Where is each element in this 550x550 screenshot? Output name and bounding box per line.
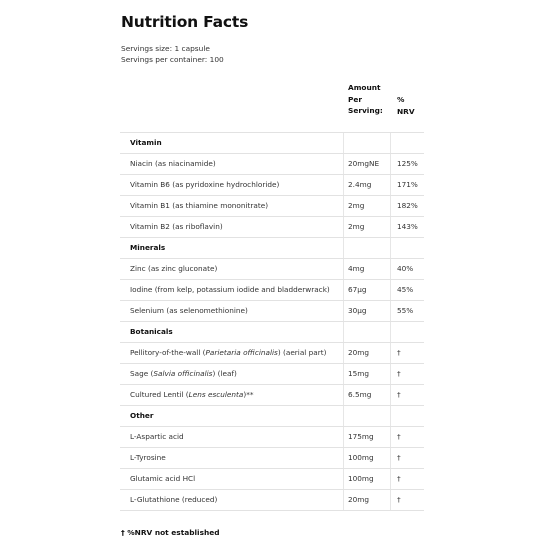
nutrient-name: Zinc (as zinc gluconate) — [130, 264, 218, 273]
column-divider — [343, 301, 344, 321]
table-row — [120, 426, 424, 447]
latin-name: Lens esculenta — [188, 390, 244, 399]
nrv-value: 45% — [397, 285, 414, 294]
table-row — [120, 363, 424, 384]
column-divider — [390, 406, 391, 426]
nutrient-name: Glutamic acid HCl — [130, 474, 196, 483]
nutrient-name-part: )** — [243, 390, 254, 399]
nrv-value: † — [397, 432, 401, 441]
nutrient-name-part: Cultured Lentil ( — [130, 390, 189, 399]
column-divider — [390, 469, 391, 489]
nrv-header-line: NRV — [397, 106, 415, 116]
column-divider — [390, 385, 391, 405]
column-divider — [390, 133, 391, 153]
section-row — [120, 132, 424, 153]
amount-value: 6.5mg — [348, 390, 372, 399]
column-divider — [343, 364, 344, 384]
table-row — [120, 300, 424, 321]
nutrient-name: Iodine (from kelp, potassium iodide and bladderwrack) — [130, 285, 330, 294]
nutrient-name: L-Tyrosine — [130, 453, 166, 462]
column-divider — [343, 280, 344, 300]
nrv-value: 182% — [397, 201, 418, 210]
column-divider — [390, 364, 391, 384]
nutrient-name-part: ) (aerial part) — [277, 348, 327, 357]
amount-value: 30µg — [348, 306, 367, 315]
nrv-value: 171% — [397, 180, 418, 189]
nrv-value: 125% — [397, 159, 418, 168]
table-row — [120, 258, 424, 279]
column-divider — [390, 259, 391, 279]
table-row — [120, 342, 424, 363]
nutrient-name: Selenium (as selenomethionine) — [130, 306, 248, 315]
nrv-value: † — [397, 474, 401, 483]
amount-value: 20mg — [348, 348, 370, 357]
column-divider — [390, 154, 391, 174]
column-divider — [390, 196, 391, 216]
table-row — [120, 195, 424, 216]
column-divider — [343, 385, 344, 405]
nutrient-name — [130, 343, 326, 363]
column-divider — [343, 196, 344, 216]
amount-value: 100mg — [348, 453, 374, 462]
table-row — [120, 153, 424, 174]
latin-name: Salvia officinalis — [153, 369, 213, 378]
column-divider — [390, 280, 391, 300]
column-divider — [343, 448, 344, 468]
amount-value: 2mg — [348, 201, 365, 210]
section-row — [120, 237, 424, 258]
section-row — [120, 321, 424, 342]
amount-value: 20mgNE — [348, 159, 380, 168]
column-divider — [343, 154, 344, 174]
nrv-value: † — [397, 453, 401, 462]
column-divider — [343, 133, 344, 153]
table-row — [120, 279, 424, 300]
amount-per-serving-header — [348, 82, 383, 117]
nutrient-name: Vitamin B2 (as riboflavin) — [130, 222, 223, 231]
nutrient-name — [130, 364, 237, 384]
footnote: † %NRV not established — [121, 528, 220, 537]
column-divider — [343, 469, 344, 489]
nrv-header — [397, 94, 415, 117]
amount-value: 100mg — [348, 474, 374, 483]
amount-value: 4mg — [348, 264, 365, 273]
section-title: Minerals — [130, 243, 166, 252]
section-row — [120, 405, 424, 426]
servings-per-container: Servings per container: 100 — [121, 55, 224, 64]
nrv-value: 143% — [397, 222, 418, 231]
nutrient-name-part: Sage ( — [130, 369, 154, 378]
amount-value: 2mg — [348, 222, 365, 231]
nutrient-name-part: Pellitory-of-the-wall ( — [130, 348, 206, 357]
nrv-value: † — [397, 495, 401, 504]
column-divider — [390, 217, 391, 237]
column-divider — [343, 175, 344, 195]
servings-size: Servings size: 1 capsule — [121, 44, 210, 53]
amount-header-line: Serving: — [348, 106, 383, 115]
nutrient-name-part: ) (leaf) — [212, 369, 237, 378]
section-title: Botanicals — [130, 327, 173, 336]
page-title: Nutrition Facts — [121, 13, 249, 31]
amount-value: 20mg — [348, 495, 370, 504]
nrv-value: † — [397, 348, 401, 357]
table-row — [120, 489, 424, 510]
column-divider — [343, 427, 344, 447]
table-row — [120, 216, 424, 237]
column-divider — [390, 448, 391, 468]
column-divider — [343, 343, 344, 363]
nutrient-name — [130, 385, 254, 405]
nrv-value: † — [397, 390, 401, 399]
column-divider — [343, 238, 344, 258]
amount-value: 67µg — [348, 285, 367, 294]
column-divider — [343, 259, 344, 279]
column-divider — [343, 322, 344, 342]
column-divider — [343, 406, 344, 426]
section-title: Vitamin — [130, 138, 162, 147]
table-row — [120, 384, 424, 405]
amount-value: 2.4mg — [348, 180, 372, 189]
column-divider — [390, 490, 391, 510]
nrv-value: 55% — [397, 306, 414, 315]
column-divider — [390, 343, 391, 363]
nutrient-name: Vitamin B1 (as thiamine mononitrate) — [130, 201, 269, 210]
nutrient-name: L-Aspartic acid — [130, 432, 184, 441]
nutrient-name: L-Glutathione (reduced) — [130, 495, 218, 504]
column-divider — [390, 322, 391, 342]
nutrient-name: Niacin (as niacinamide) — [130, 159, 216, 168]
amount-header-line: Amount — [348, 83, 381, 92]
table-row — [120, 174, 424, 195]
nutrient-name: Vitamin B6 (as pyridoxine hydrochloride) — [130, 180, 280, 189]
amount-header-line: Per — [348, 94, 363, 104]
column-divider — [343, 217, 344, 237]
column-divider — [390, 301, 391, 321]
column-divider — [390, 238, 391, 258]
latin-name: Parietaria officinalis — [205, 348, 278, 357]
section-title: Other — [130, 411, 154, 420]
column-divider — [390, 427, 391, 447]
table-row — [120, 447, 424, 468]
nrv-value: † — [397, 369, 401, 378]
nrv-header-line: % — [397, 95, 405, 104]
amount-value: 175mg — [348, 432, 374, 441]
amount-value: 15mg — [348, 369, 370, 378]
table-bottom-border — [120, 510, 424, 511]
table-row — [120, 468, 424, 489]
nrv-value: 40% — [397, 264, 414, 273]
column-divider — [343, 490, 344, 510]
nutrient-table — [120, 132, 424, 511]
column-divider — [390, 175, 391, 195]
